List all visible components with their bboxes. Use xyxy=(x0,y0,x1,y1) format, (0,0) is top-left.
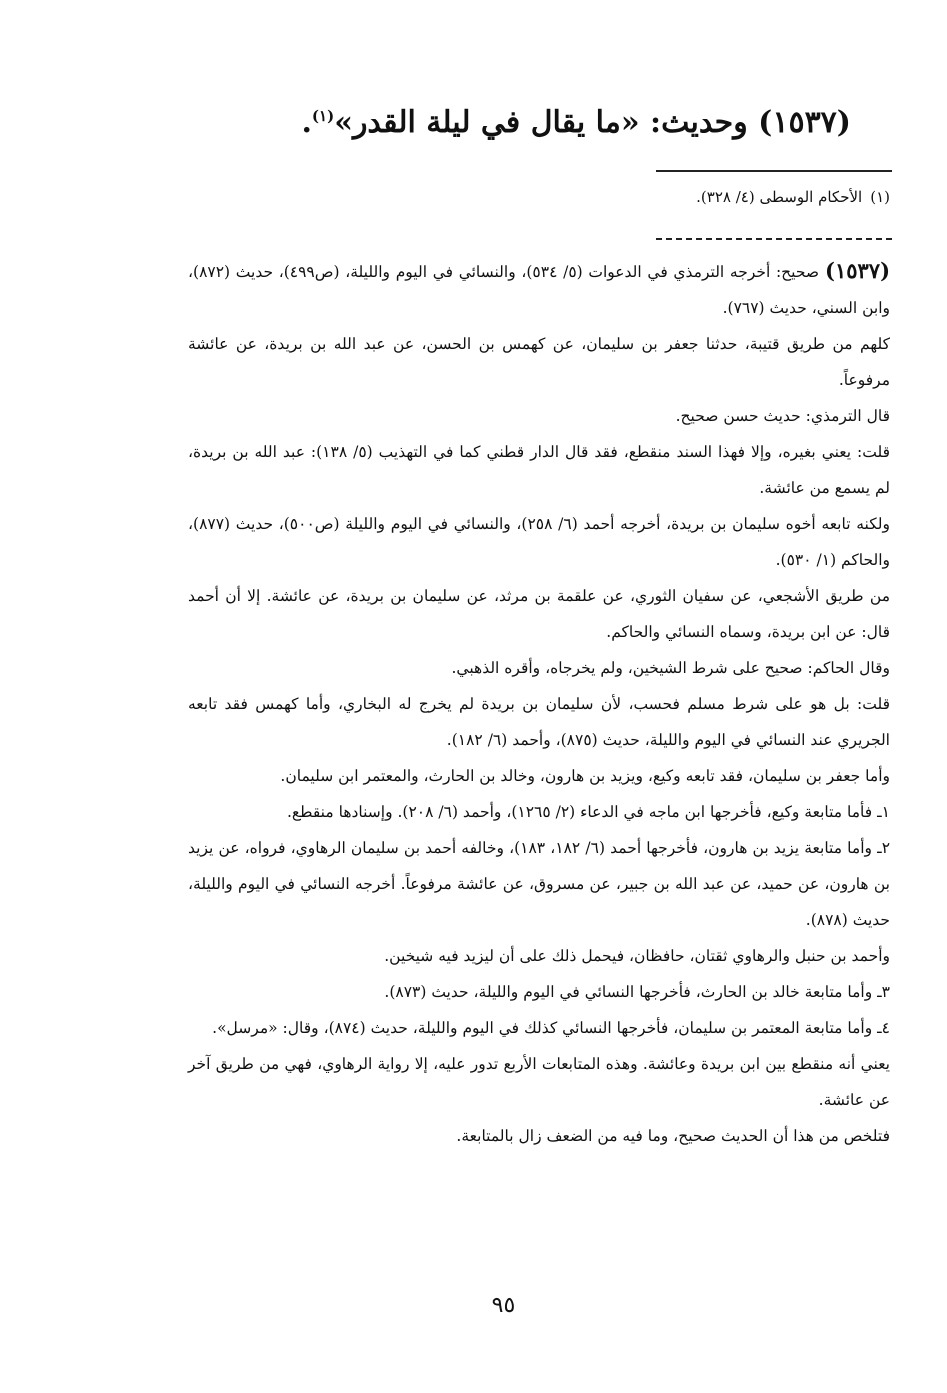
page-number-text: ٩٥ xyxy=(491,1293,516,1318)
paragraph: كلهم من طريق قتيبة، حدثنا جعفر بن سليمان، عن كهمس بن الحسن، عن عبد الله بن بريدة، عن عائشة مرفوعاً. xyxy=(188,335,890,389)
paragraph: صحيح: أخرجه الترمذي في الدعوات (٥/ ٥٣٤)، والنسائي في اليوم والليلة، (ص٤٩٩)، حديث (٨٧٢)، وابن السني، حديث (٧٦٧). xyxy=(188,263,890,317)
heading-text: وحديث: «ما يقال في ليلة القدر» xyxy=(334,105,748,140)
heading-number: (١٥٣٧) xyxy=(758,105,851,140)
paragraph: وقال الحاكم: صحيح على شرط الشيخين، ولم يخرجاه، وأقره الذهبي. xyxy=(451,659,890,677)
paragraph: وأما جعفر بن سليمان، فقد تابعه وكيع، ويزيد بن هارون، وخالد بن الحارث، والمعتمر ابن سليمان. xyxy=(280,767,890,785)
paragraph: قلت: بل هو على شرط مسلم فحسب، لأن سليمان بن بريدة لم يخرج له البخاري، وأما كهمس فقد تابعه الجريري عند النسائي في اليوم والليلة، حديث (٨٧٥)، وأحمد (٦/ ١٨٢). xyxy=(188,695,890,749)
paragraph: قلت: يعني بغيره، وإلا فهذا السند منقطع، فقد قال الدار قطني كما في التهذيب (٥/ ١٣٨): عبد الله بن بريدة، لم يسمع من عائشة. xyxy=(188,443,891,497)
paragraph: يعني أنه منقطع بين ابن بريدة وعائشة. وهذه المتابعات الأربع تدور عليه، إلا رواية الرهاوي، فهي من طريق آخر عن عائشة. xyxy=(188,1055,890,1109)
paragraph: قال الترمذي: حديث حسن صحيح. xyxy=(675,407,890,425)
page-number xyxy=(0,1291,947,1321)
heading-footnote-ref[interactable]: (١) xyxy=(311,107,335,125)
paragraph: وأحمد بن حنبل والرهاوي ثقتان، حافظان، فيحمل ذلك على أن ليزيد فيه شيخين. xyxy=(384,947,890,965)
paragraph: ٢ـ وأما متابعة يزيد بن هارون، فأخرجها أحمد (٦/ ١٨٢، ١٨٣)، وخالفه أحمد بن سليمان الرهاوي، فرواه، عن يزيد بن هارون، عن حميد، عن عبد الله بن جبير، عن مسروق، عن عائشة مرفوعاً. أخرجه النسائي في اليوم والليلة، حديث (٨٧٨). xyxy=(188,839,891,929)
paragraph: ٣ـ وأما متابعة خالد بن الحارث، فأخرجها النسائي في اليوم والليلة، حديث (٨٧٣). xyxy=(384,983,890,1001)
paragraph: من طريق الأشجعي، عن سفيان الثوري، عن علقمة بن مرثد، عن سليمان بن بريدة، عن عائشة. إلا أن أحمد قال: عن ابن بريدة، وسماه النسائي والحاكم. xyxy=(188,587,890,641)
paragraph: ١ـ فأما متابعة وكيع، فأخرجها ابن ماجه في الدعاء (٢/ ١٢٦٥)، وأحمد (٦/ ٢٠٨). وإسنادها منقطع. xyxy=(286,803,890,821)
entry-number: (١٥٣٧) xyxy=(825,258,890,283)
paragraph: فتلخص من هذا أن الحديث صحيح، وما فيه من الضعف زال بالمتابعة. xyxy=(456,1127,890,1145)
commentary-body xyxy=(188,254,890,1154)
footnote-text: الأحكام الوسطى (٤/ ٣٢٨). xyxy=(696,188,863,206)
paragraph: ٤ـ وأما متابعة المعتمر بن سليمان، فأخرجها النسائي كذلك في اليوم والليلة، حديث (٨٧٤)، وقال: «مرسل». xyxy=(212,1019,890,1037)
paragraph: ولكنه تابعه أخوه سليمان بن بريدة، أخرجه أحمد (٦/ ٢٥٨)، والنسائي في اليوم والليلة (ص٥٠٠)، حديث (٨٧٧)، والحاكم (١/ ٥٣٠). xyxy=(188,515,890,569)
footnote-mark: (١) xyxy=(870,188,890,206)
heading-end: . xyxy=(301,105,312,140)
